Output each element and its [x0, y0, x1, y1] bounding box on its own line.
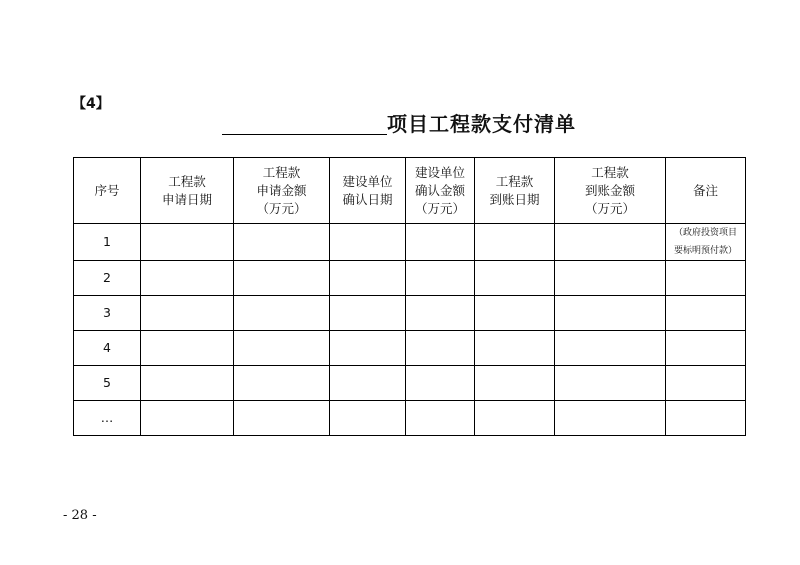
cell-apply-date[interactable]: [141, 296, 234, 331]
cell-remarks[interactable]: [666, 296, 746, 331]
page-number: - 28 -: [63, 508, 97, 523]
header-cell-confirm-date: 建设单位 确认日期: [330, 158, 406, 224]
cell-arrival-date[interactable]: [475, 261, 555, 296]
cell-arrival-amount[interactable]: [555, 331, 666, 366]
cell-confirm-date[interactable]: [330, 401, 406, 436]
header-row: [74, 158, 746, 224]
header-cell-confirm-amount: 建设单位 确认金额 （万元）: [406, 158, 475, 224]
project-name-blank: [222, 112, 387, 135]
cell-apply-date[interactable]: [141, 224, 234, 261]
cell-arrival-amount[interactable]: [555, 261, 666, 296]
cell-remarks[interactable]: [666, 331, 746, 366]
table-row: [74, 366, 746, 401]
cell-apply-amount[interactable]: [234, 331, 330, 366]
remark-note-line: 要标明预付款）: [673, 246, 737, 256]
cell-arrival-date[interactable]: [475, 296, 555, 331]
cell-arrival-amount[interactable]: [555, 401, 666, 436]
cell-arrival-amount[interactable]: [555, 224, 666, 261]
row-index: 4: [74, 331, 141, 366]
cell-remarks[interactable]: [666, 224, 746, 261]
header-cell-remarks: 备注: [666, 158, 746, 224]
header-cell-arrival-date: 工程款 到账日期: [475, 158, 555, 224]
cell-apply-amount[interactable]: [234, 224, 330, 261]
page-title: 项目工程款支付清单: [387, 112, 576, 136]
row-index: 2: [74, 261, 141, 296]
cell-apply-amount[interactable]: [234, 366, 330, 401]
cell-apply-amount[interactable]: [234, 261, 330, 296]
cell-arrival-date[interactable]: [475, 331, 555, 366]
cell-apply-date[interactable]: [141, 261, 234, 296]
cell-remarks[interactable]: [666, 366, 746, 401]
cell-confirm-date[interactable]: [330, 366, 406, 401]
header-cell-arrival-amount: 工程款 到账金额 （万元）: [555, 158, 666, 224]
cell-confirm-date[interactable]: [330, 261, 406, 296]
cell-arrival-date[interactable]: [475, 401, 555, 436]
title-block: [222, 110, 576, 138]
header-cell-index: 序号: [74, 158, 141, 224]
cell-remarks[interactable]: [666, 401, 746, 436]
cell-confirm-amount[interactable]: [406, 366, 475, 401]
cell-confirm-date[interactable]: [330, 296, 406, 331]
cell-apply-amount[interactable]: [234, 401, 330, 436]
header-cell-apply-amount: 工程款 申请金额 （万元）: [234, 158, 330, 224]
cell-arrival-amount[interactable]: [555, 366, 666, 401]
header-cell-apply-date: 工程款 申请日期: [141, 158, 234, 224]
cell-confirm-amount[interactable]: [406, 224, 475, 261]
table-row: [74, 261, 746, 296]
cell-arrival-amount[interactable]: [555, 296, 666, 331]
cell-confirm-date[interactable]: [330, 224, 406, 261]
cell-apply-date[interactable]: [141, 366, 234, 401]
cell-remarks[interactable]: [666, 261, 746, 296]
table-row: [74, 331, 746, 366]
row-index: …: [74, 401, 141, 436]
cell-confirm-amount[interactable]: [406, 331, 475, 366]
row-index: 1: [74, 224, 141, 261]
cell-arrival-date[interactable]: [475, 224, 555, 261]
cell-arrival-date[interactable]: [475, 366, 555, 401]
cell-confirm-amount[interactable]: [406, 296, 475, 331]
cell-apply-date[interactable]: [141, 331, 234, 366]
cell-confirm-amount[interactable]: [406, 261, 475, 296]
cell-apply-date[interactable]: [141, 401, 234, 436]
payment-table: [73, 157, 746, 436]
table-row: [74, 296, 746, 331]
row-index: 3: [74, 296, 141, 331]
cell-confirm-amount[interactable]: [406, 401, 475, 436]
remark-note-line: （政府投资项目: [673, 228, 737, 238]
cell-apply-amount[interactable]: [234, 296, 330, 331]
row-index: 5: [74, 366, 141, 401]
table-row: [74, 224, 746, 261]
attachment-tag: 【4】: [72, 96, 110, 112]
cell-confirm-date[interactable]: [330, 331, 406, 366]
table-row: [74, 401, 746, 436]
